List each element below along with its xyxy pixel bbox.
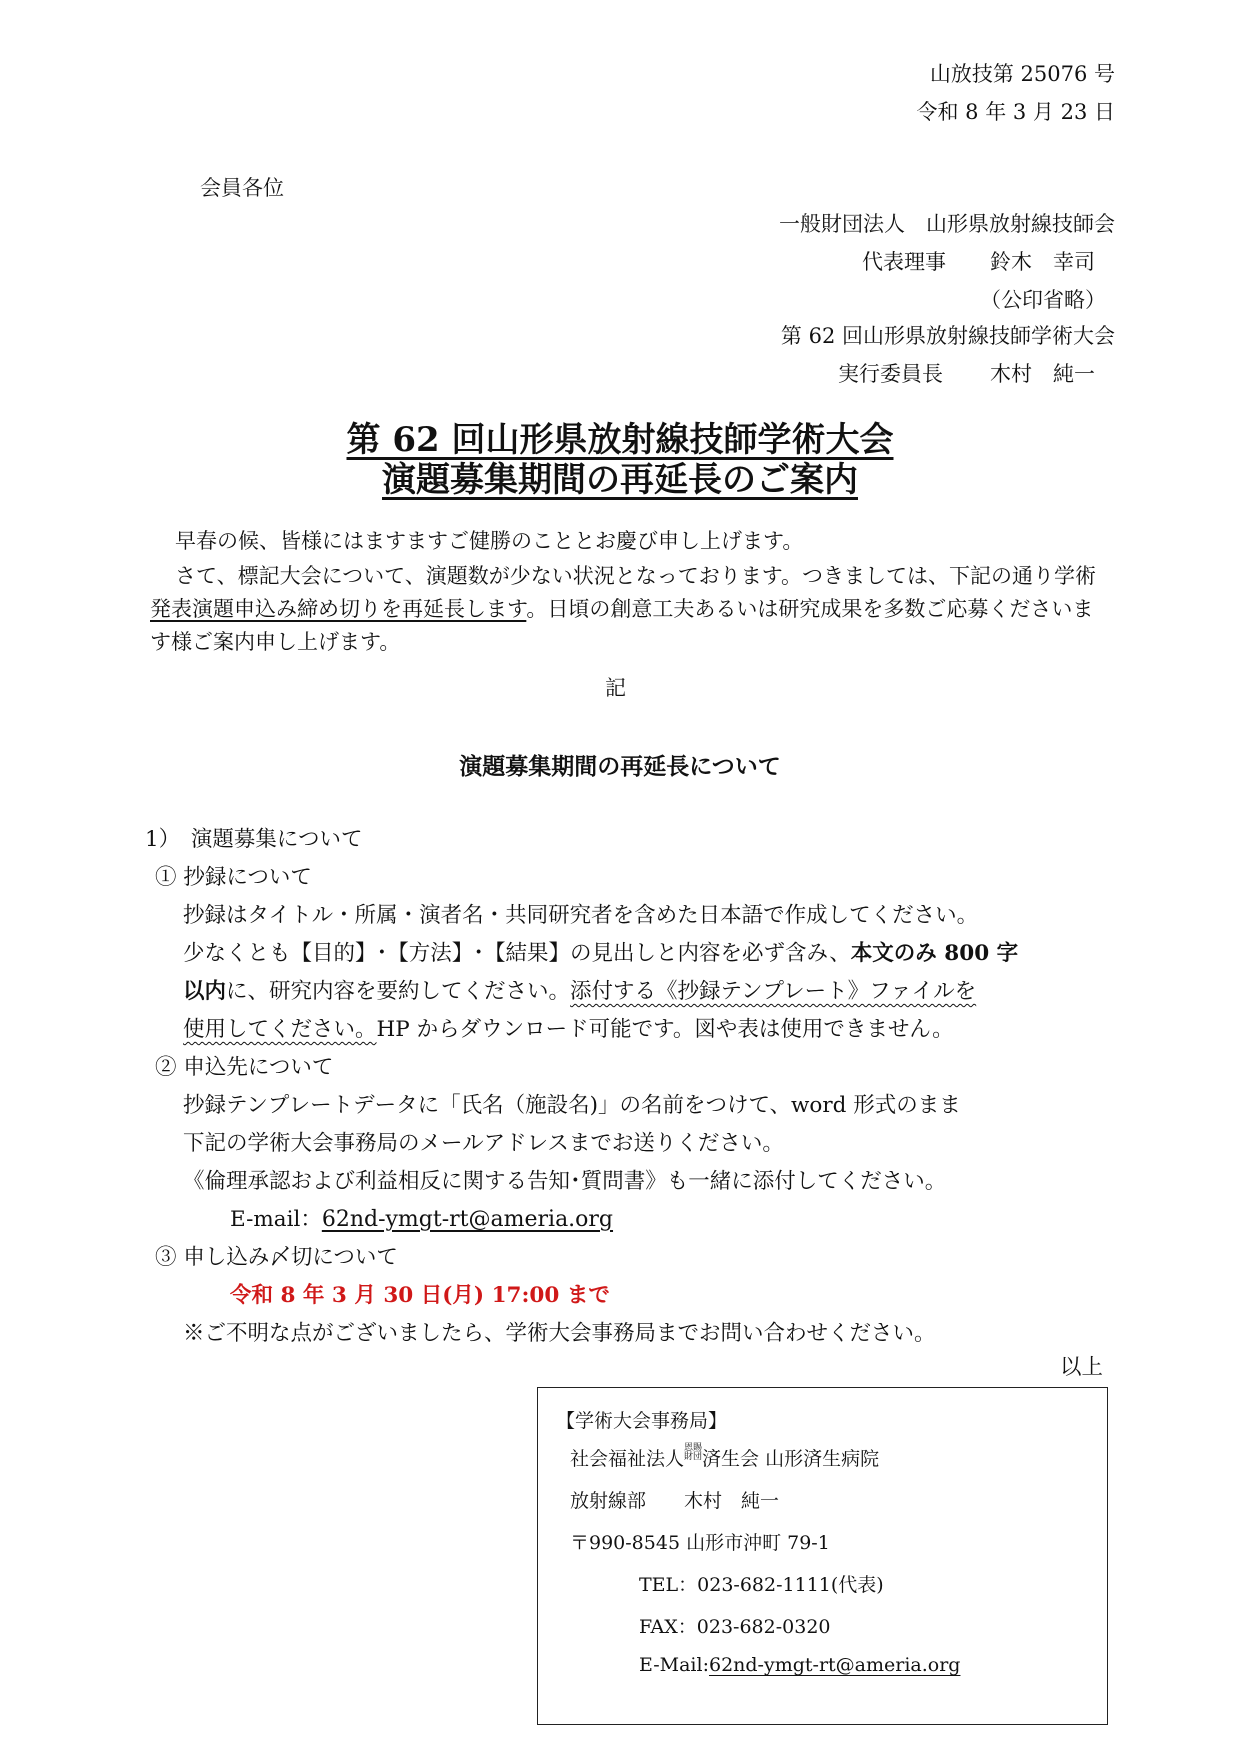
- office-org-small: [684, 1444, 702, 1462]
- office-org-small-bottom: 財団: [684, 1452, 703, 1462]
- office-tel: TEL：023-682-1111(代表): [639, 1574, 884, 1596]
- recipient: 会員各位: [200, 176, 284, 200]
- abstract-line-4: [183, 1012, 954, 1043]
- abstract-line-1: 抄録はタイトル・所属・演者名・共同研究者を含めた日本語で作成してください。: [183, 903, 979, 928]
- seal-note: （公印省略）: [980, 288, 1106, 312]
- item-1-label: 1） 演題募集について: [145, 827, 363, 852]
- submission-line-1: 抄録テンプレートデータに「氏名（施設名)」の名前をつけて、word 形式のまま: [183, 1093, 961, 1118]
- office-org-b: 済生会 山形済生病院: [702, 1448, 880, 1470]
- office-org-a: 社会福祉法人: [570, 1448, 685, 1470]
- abstract-line-4-text: HP からダウンロード可能です。図や表は使用できません。: [376, 1017, 954, 1042]
- office-org-small-top: 恩賜: [684, 1443, 703, 1453]
- office-organization: [570, 1444, 879, 1471]
- title-line-2: 演題募集期間の再延長のご案内: [382, 460, 858, 500]
- office-address: 〒990-8545 山形市沖町 79-1: [570, 1532, 830, 1554]
- event-name: 第 62 回山形県放射線技師学術大会: [780, 324, 1115, 348]
- inquiry-note: ※ご不明な点がございましたら、学術大会事務局までお問い合わせください。: [183, 1321, 936, 1346]
- section-heading: 演題募集期間の再延長について: [459, 753, 781, 780]
- abstract-line-2-text: 少なくとも【目的】･【方法】･【結果】の見出しと内容を必ず含み、: [183, 941, 851, 966]
- submission-line-3: 《倫理承認および利益相反に関する告知･質問書》も一緒に添付してください。: [183, 1169, 947, 1194]
- submission-email-link[interactable]: 62nd-ymgt-rt@ameria.org: [321, 1207, 614, 1232]
- intro-extension-notice: 発表演題申込み締め切りを再延長します: [150, 597, 527, 621]
- template-notice-a: 添付する《抄録テンプレート》ファイルを: [570, 979, 977, 1004]
- document-number: 山放技第 25076 号: [929, 62, 1115, 86]
- office-contact-box: [537, 1387, 1108, 1725]
- submission-email-row: [230, 1202, 613, 1233]
- document-date: 令和 8 年 3 月 23 日: [916, 100, 1115, 124]
- submission-line-2: 下記の学術大会事務局のメールアドレスまでお送りください。: [183, 1131, 784, 1156]
- title-line-1: 第 62 回山形県放射線技師学術大会: [346, 420, 894, 460]
- committee-name: 木村 純一: [990, 362, 1095, 386]
- template-notice-b: 使用してください。: [183, 1017, 377, 1042]
- representative-title: 代表理事: [862, 250, 946, 274]
- office-email-link[interactable]: 62nd-ymgt-rt@ameria.org: [708, 1654, 961, 1676]
- deadline: 令和 8 年 3 月 30 日(月) 17:00 まで: [230, 1283, 610, 1308]
- word-limit: 本文のみ 800 字: [850, 941, 1019, 966]
- closing-mark: 以上: [1060, 1355, 1104, 1380]
- office-email-label: E-Mail:: [639, 1654, 709, 1676]
- intro-greeting: 早春の候、皆様にはますますご健勝のこととお慶び申し上げます。: [175, 529, 804, 553]
- email-label: E-mail：: [230, 1207, 322, 1232]
- intro-text-b: 。日頃の創意工夫あるいは研究成果を多数ご応募くださいます様ご案内申し上げます。: [150, 597, 1094, 654]
- office-email-row: [639, 1654, 960, 1676]
- intro-text-a: さて、標記大会について、演題数が少ない状況となっております。つきましては、下記の通り学術: [175, 564, 1097, 588]
- abstract-line-2: [183, 936, 1018, 967]
- sub-item-2-label: ② 申込先について: [155, 1055, 334, 1080]
- intro-paragraph: [150, 560, 1110, 659]
- abstract-line-3-text: に、研究内容を要約してください。: [226, 979, 571, 1004]
- abstract-line-3: [183, 974, 976, 1005]
- committee-title: 実行委員長: [838, 362, 943, 386]
- office-heading: 【学術大会事務局】: [556, 1410, 728, 1432]
- ki-mark: 記: [605, 676, 626, 700]
- sub-item-1-label: ① 抄録について: [155, 865, 312, 890]
- representative-name: 鈴木 幸司: [990, 250, 1095, 274]
- office-fax: FAX：023-682-0320: [639, 1616, 831, 1638]
- office-department: 放射線部 木村 純一: [570, 1490, 780, 1512]
- sub-item-3-label: ③ 申し込み〆切について: [155, 1245, 398, 1270]
- organization-name: 一般財団法人 山形県放射線技師会: [779, 212, 1115, 236]
- word-limit-end: 以内: [183, 979, 227, 1004]
